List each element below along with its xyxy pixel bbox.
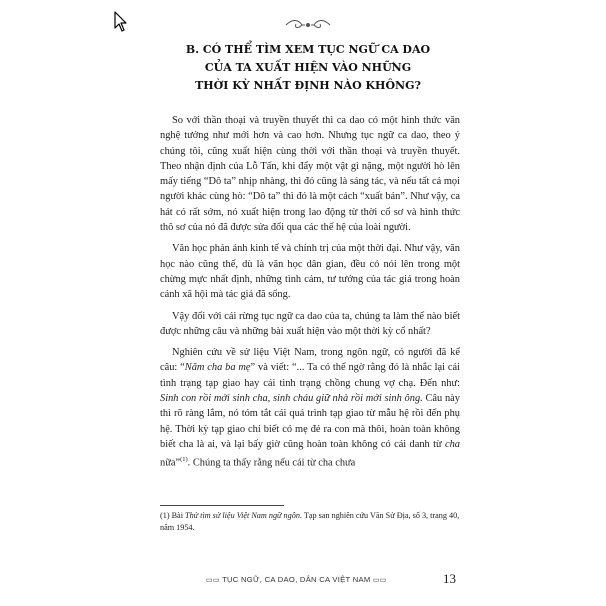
running-title	[206, 575, 387, 584]
heading-line-1: B. CÓ THỂ TÌM XEM TỤC NGỮ CA DAO	[185, 43, 431, 56]
paragraph-4-text-e: . Chúng ta thấy rằng nếu cái từ cha chưa	[187, 457, 356, 469]
paragraph-4-italic-b: Sinh con rồi mới sinh cha, sinh cháu giữ nhà rồi mới sinh ông.	[160, 393, 423, 405]
footnote-text-a: (1) Bài	[160, 511, 186, 520]
footnote-italic: Thử tìm sử liệu Việt Nam ngữ ngôn	[185, 511, 300, 520]
section-heading	[166, 41, 450, 95]
paragraph-4-text-a: Nghiên cứu về sử liệu Việt Nam, trong ngôn ngữ, có người đã kể câu: “	[160, 347, 460, 374]
footnote	[160, 510, 460, 533]
book-page	[148, 0, 468, 606]
footnote-reference: (1)	[180, 456, 188, 464]
paragraph-1: So với thần thoại và truyền thuyết thì ca dao có một hình thức văn nghệ tưởng như mới hơn và cao hơn. Nhưng tục ngữ ca dao, theo ý chúng tôi, cũng xuất hiện cùng thời với thần thoại và truyền thuyết. Theo nhận định của Lỗ Tấn, khi đẩy một vật gì nặng, một người hò lên mấy tiếng “Dô ta” nhịp nhàng, thì đó cũng là sáng tác, và nếu tất cả mọi người khác cùng hò: “Dô ta” thì đó là một cách “xuất bản”. Như vậy, ca hát có rất sớm, nó xuất hiện trong lao động từ thời cổ sơ và hình thức thô sơ của nó đã được sửa đổi qua các thế hệ của loài người.	[160, 115, 460, 234]
paragraph-4	[160, 345, 460, 471]
footnote-divider	[160, 505, 284, 506]
running-title-text: TỤC NGỮ, CA DAO, DÂN CA VIỆT NAM	[222, 575, 371, 584]
paragraph-4-text-d: nữa”	[160, 457, 181, 469]
flourish-ornament-icon	[284, 18, 332, 32]
page-footer	[206, 572, 456, 588]
paragraph-2: Văn học phản ánh kinh tế và chính trị của một thời đại. Như vậy, văn học nào cũng thế, dù là văn học dân gian, đều có nói lên trong một chừng mực nhất định, những tình cảm, tư tưởng của tác giả trong hoàn cảnh xã hội mà tác giả đã sống.	[160, 243, 460, 301]
page-number: 13	[443, 571, 456, 586]
heading-line-2: CỦA TA XUẤT HIỆN VÀO NHỮNG	[204, 61, 412, 74]
mouse-pointer-icon	[114, 11, 128, 33]
paragraph-4-text-c: Câu này thì rõ ràng lắm, nó tóm tắt cái quá trình tạp giao từ mẫu hệ rồi đến phụ hệ. Thời kỳ tạp giao chỉ biết có mẹ đẻ ra con mà thôi, hoàn toàn không biết cha là ai, và lại bấy giờ cũng hoàn toàn không có cái danh từ	[160, 393, 460, 450]
footnote-text-b: . Tạp san nghiên cứu Văn Sử Địa, số 3, trang 40, năm 1954.	[160, 511, 460, 532]
footer-ornament-icon: ▭▭	[206, 577, 223, 584]
footer-ornament-right-icon: ▭▭	[370, 577, 387, 584]
paragraph-4-italic-a: Năm cha ba mẹ	[184, 362, 251, 374]
paragraph-4-text-b: ” và viết: “... Ta có thể ngờ rằng đó là nhắc lại cái tình trạng tạp giao hay cái tình trạng chồng chung vợ chạ. Đến như:	[160, 362, 461, 389]
paragraph-3: Vậy đối với cái rừng tục ngữ ca dao của ta, chúng ta làm thế nào biết được những câu và những bài xuất hiện vào một thời kỳ cổ nhất?	[160, 310, 460, 337]
paragraph-4-italic-c: cha	[444, 438, 460, 450]
heading-line-3: THỜI KỲ NHẤT ĐỊNH NÀO KHÔNG?	[195, 79, 421, 92]
body-text	[160, 113, 460, 477]
